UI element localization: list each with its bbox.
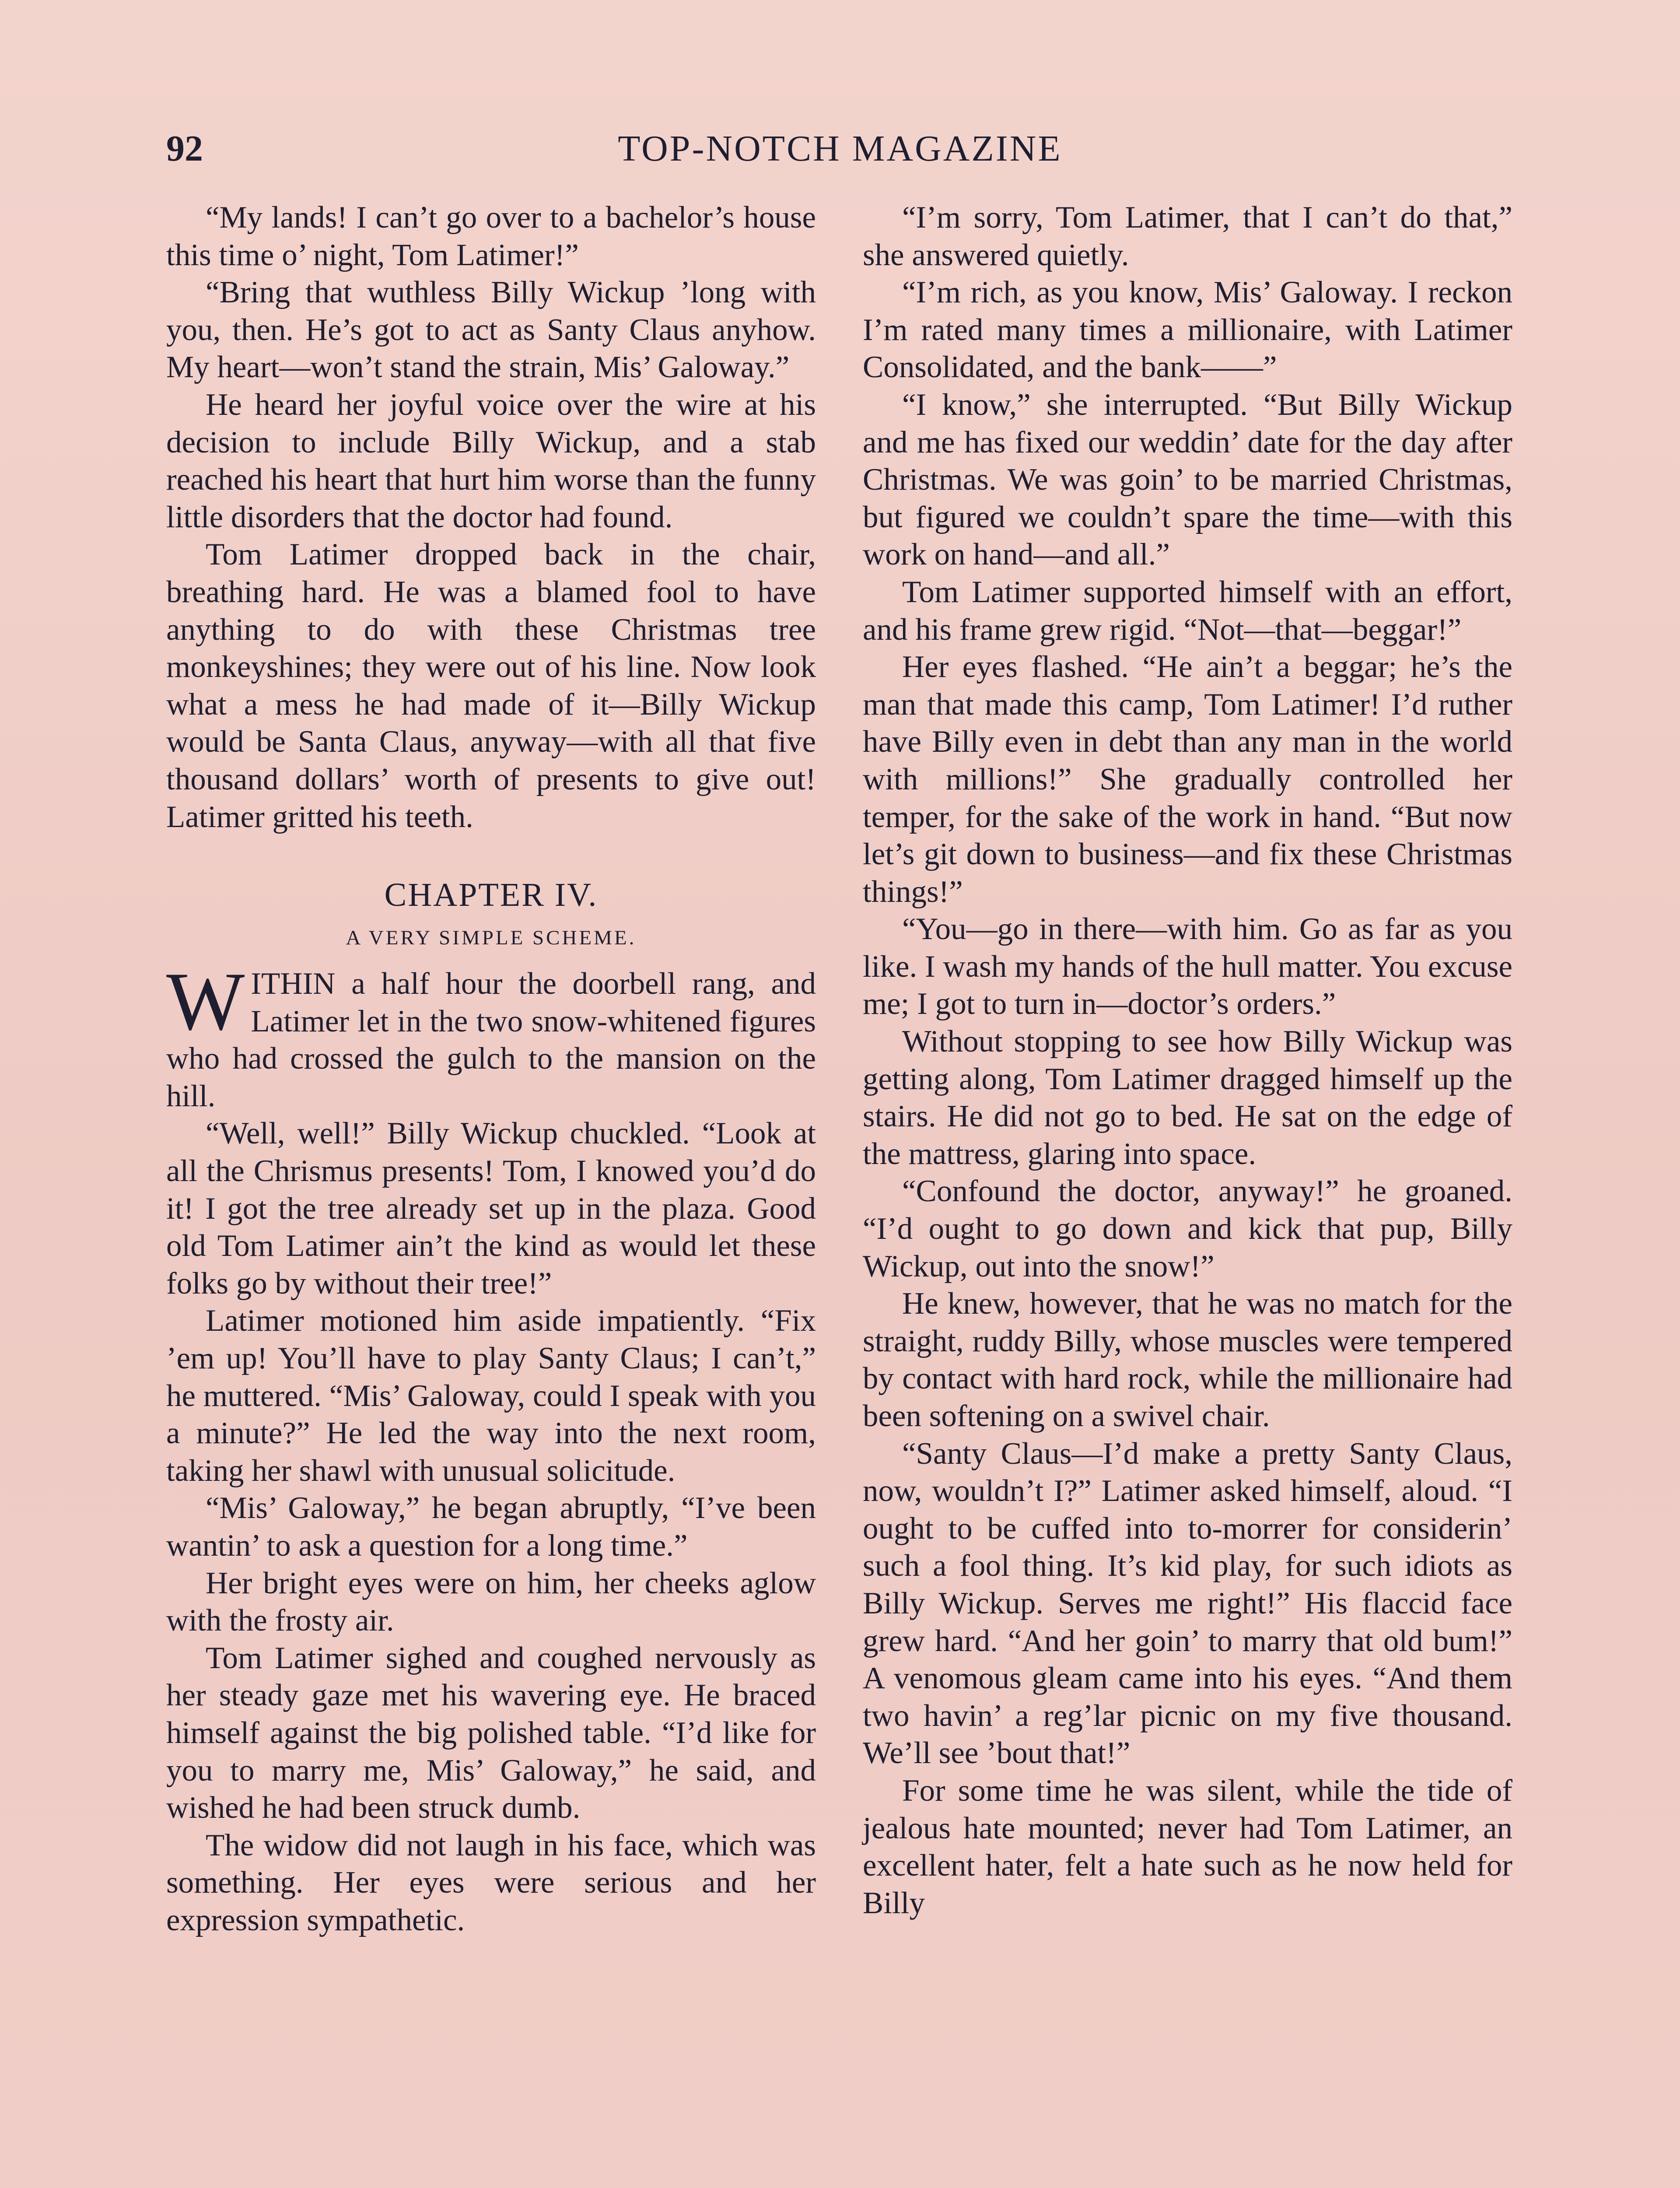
chapter-opening-paragraph xyxy=(166,956,816,1115)
paragraph: Latimer motioned him aside impatiently. “Fix ’em up! You’ll have to play Santy Claus; I can’t,” he muttered. “Mis’ Galoway, could I speak with you a minute?” He led the way into the next room, taking her shawl with unusual solicitude. xyxy=(166,1304,816,1488)
paragraph: “Bring that wuthless Billy Wickup ’long with you, then. He’s got to act as Santy Claus anyhow. My heart—won’t stand the strain, Mis’ Galoway.” xyxy=(166,275,816,385)
running-head: TOP-NOTCH MAGAZINE xyxy=(618,128,1062,169)
paragraph: For some time he was silent, while the tide of jealous hate mounted; never had Tom Latimer, an excellent hater, felt a hate such as he now held for Billy xyxy=(863,1773,1512,1920)
chapter-subtitle: A VERY SIMPLE SCHEME. xyxy=(346,926,637,950)
paragraph: “Santy Claus—I’d make a pretty Santy Claus, now, wouldn’t I?” Latimer asked himself, aloud. “I ought to be cuffed into to-morrer for considerin’ such a fool thing. It’s kid play, for such idiots as Billy Wickup. Serves me right!” His flaccid face grew hard. “And her goin’ to marry that old bum!” A venomous gleam came into his eyes. “And them two havin’ a reg’lar picnic on my five thousand. We’ll see ’bout that!” xyxy=(863,1436,1512,1771)
right-column xyxy=(863,199,1512,1922)
paragraph: Tom Latimer supported himself with an effort, and his frame grew rigid. “Not—that—beggar!” xyxy=(863,575,1512,647)
paragraph: Tom Latimer sighed and coughed nervously as her steady gaze met his wavering eye. He braced himself against the big polished table. “I’d like for you to marry me, Mis’ Galoway,” he said, and wished he had been struck dumb. xyxy=(166,1641,816,1825)
page-header xyxy=(166,125,1514,182)
paragraph: Her bright eyes were on him, her cheeks aglow with the frosty air. xyxy=(166,1566,816,1638)
paragraph: “You—go in there—with him. Go as far as you like. I wash my hands of the hull matter. You excuse me; I got to turn in—doctor’s orders.” xyxy=(863,912,1512,1021)
left-column xyxy=(166,199,816,1939)
chapter-title: CHAPTER IV. xyxy=(384,877,598,914)
paragraph: He knew, however, that he was no match for the straight, ruddy Billy, whose muscles were tempered by contact with hard rock, while the millionaire had been softening on a swivel chair. xyxy=(863,1287,1512,1433)
paragraph: “Well, well!” Billy Wickup chuckled. “Look at all the Chrismus presents! Tom, I knowed you’d do it! I got the tree already set up in the plaza. Good old Tom Latimer ain’t the kind as would let these folks go by without their tree!” xyxy=(166,1116,816,1301)
paragraph: Her eyes flashed. “He ain’t a beggar; he’s the man that made this camp, Tom Latimer! I’d ruther have Billy even in debt than any man in the world with millions!” She gradually controlled her temper, for the sake of the work in hand. “But now let’s git down to business—and fix these Christmas things!” xyxy=(863,650,1512,909)
paragraph: Tom Latimer dropped back in the chair, breathing hard. He was a blamed fool to have anything to do with these Christmas tree monkeyshines; they were out of his line. Now look what a mess he had made of it—Billy Wickup would be Santa Claus, anyway—with all that five thousand dollars’ worth of presents to give out! Latimer gritted his teeth. xyxy=(166,537,816,834)
paragraph: The widow did not laugh in his face, which was something. Her eyes were serious and her expression sympathetic. xyxy=(166,1828,816,1937)
paragraph: He heard her joyful voice over the wire at his decision to include Billy Wickup, and a stab reached his heart that hurt him worse than the funny little disorders that the doctor had found. xyxy=(166,387,816,534)
paragraph: “My lands! I can’t go over to a bachelor’s house this time o’ night, Tom Latimer!” xyxy=(166,200,816,272)
paragraph: “I’m sorry, Tom Latimer, that I can’t do that,” she answered quietly. xyxy=(863,200,1512,272)
drop-cap: W xyxy=(166,956,245,1048)
paragraph: “Confound the doctor, anyway!” he groaned. “I’d ought to go down and kick that pup, Billy Wickup, out into the snow!” xyxy=(863,1174,1512,1283)
paragraph: “I know,” she interrupted. “But Billy Wickup and me has fixed our weddin’ date for the day after Christmas. We was goin’ to be married Christmas, but figured we couldn’t spare the time—with this work on hand—and all.” xyxy=(863,387,1512,572)
page-number: 92 xyxy=(166,128,203,169)
paragraph: “I’m rich, as you know, Mis’ Galoway. I reckon I’m rated many times a millionaire, with Latimer Consolidated, and the bank——” xyxy=(863,275,1512,385)
paragraph: Without stopping to see how Billy Wickup was getting along, Tom Latimer dragged himself up the stairs. He did not go to bed. He sat on the edge of the mattress, glaring into space. xyxy=(863,1024,1512,1171)
paragraph: “Mis’ Galoway,” he began abruptly, “I’ve been wantin’ to ask a question for a long time.” xyxy=(166,1491,816,1563)
opening-text: ITHIN a half hour the doorbell rang, and Latimer let in the two snow-whitened figures who had crossed the gulch to the mansion on the hill. xyxy=(166,967,816,1113)
